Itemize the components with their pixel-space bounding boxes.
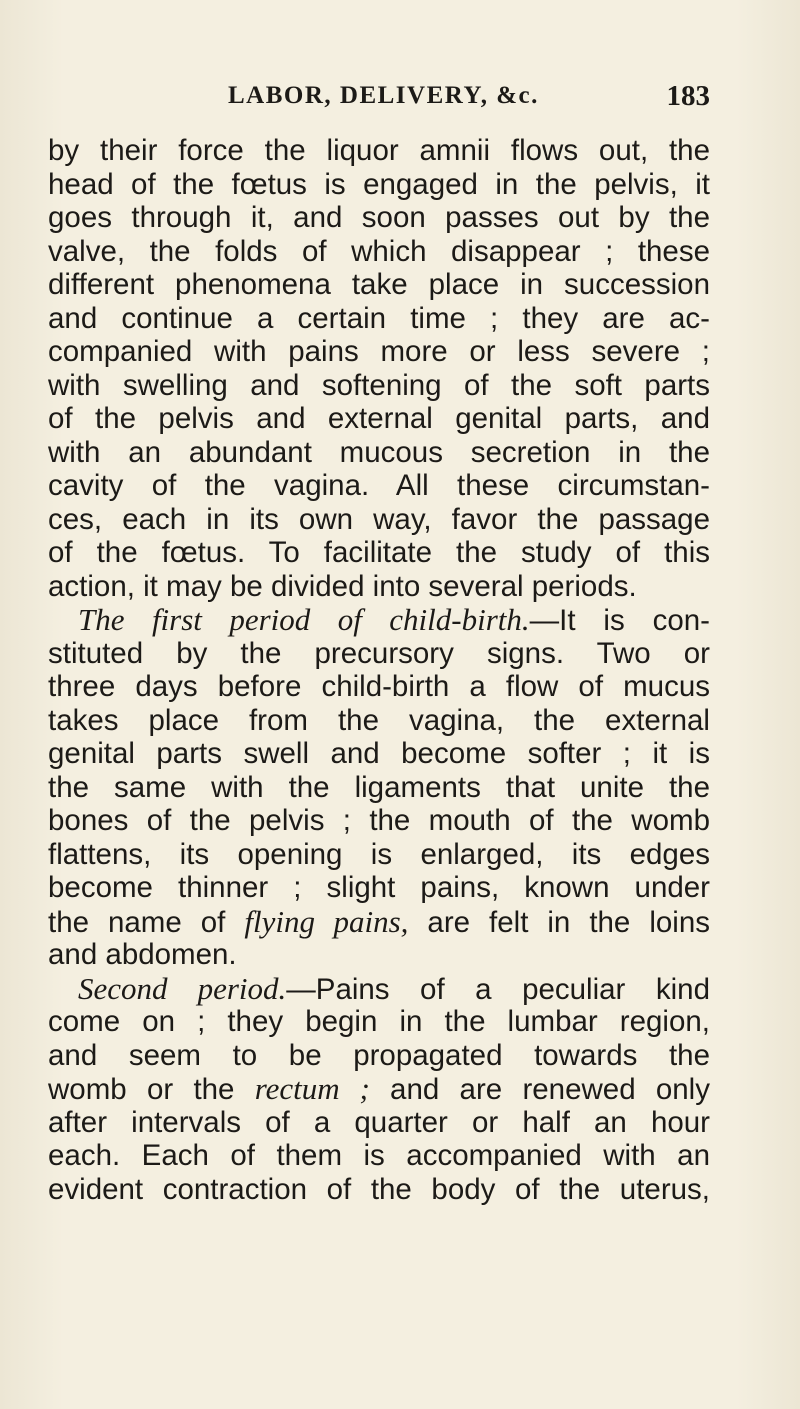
italic-phrase: Second period. xyxy=(78,970,287,1006)
text-line xyxy=(48,503,710,537)
line-text: and abdomen. xyxy=(48,938,237,971)
line-text: by their force the liquor amnii flows out, the xyxy=(48,134,710,167)
line-text: become thinner ; slight pains, known under xyxy=(48,871,710,904)
text-line xyxy=(48,704,710,738)
text-line xyxy=(48,637,710,671)
text-line xyxy=(48,871,710,905)
italic-phrase: flying pains, xyxy=(244,903,409,939)
text-line xyxy=(48,235,710,269)
text-line xyxy=(48,905,710,939)
line-text: three days before child-birth a flow of mucus xyxy=(48,670,710,703)
text-line xyxy=(48,335,710,369)
line-text: each. Each of them is accompanied with an xyxy=(48,1139,710,1172)
text-line xyxy=(48,302,710,336)
text-line xyxy=(48,737,710,771)
text-line xyxy=(48,469,710,503)
running-title: LABOR, DELIVERY, &c. xyxy=(228,82,539,109)
line-text: head of the fœtus is engaged in the pelvis, it xyxy=(48,167,710,201)
text-line xyxy=(48,771,710,805)
line-text: come on ; they begin in the lumbar region, xyxy=(48,1005,710,1038)
italic-phrase: rectum ; xyxy=(254,1071,370,1106)
text-line xyxy=(48,1139,710,1173)
line-text: action, it may be divided into several periods. xyxy=(48,569,637,603)
line-text: the name of xyxy=(48,905,245,939)
line-text: and are renewed only xyxy=(369,1073,710,1106)
line-text: with swelling and softening of the soft parts xyxy=(48,368,710,402)
text-line xyxy=(48,134,710,168)
text-line xyxy=(48,1072,710,1106)
italic-phrase: The first period of child-birth. xyxy=(78,602,530,637)
line-text: valve, the folds of which disappear ; these xyxy=(48,234,710,268)
line-text: ces, each in its own way, favor the passage xyxy=(48,502,710,536)
line-text: genital parts swell and become softer ; it is xyxy=(48,737,710,770)
line-text: different phenomena take place in succession xyxy=(48,268,710,301)
text-line xyxy=(48,670,710,704)
line-text: after intervals of a quarter or half an hour xyxy=(48,1105,710,1139)
text-line xyxy=(48,201,710,235)
text-line xyxy=(48,972,710,1006)
page-number: 183 xyxy=(666,80,710,112)
text-line xyxy=(48,369,710,403)
line-text: takes place from the vagina, the external xyxy=(48,703,710,737)
text-line xyxy=(48,436,710,470)
line-text: evident contraction of the body of the uterus, xyxy=(48,1172,710,1206)
text-line xyxy=(48,1173,710,1207)
line-text: stituted by the precursory signs. Two or xyxy=(48,636,710,670)
line-text: and seem to be propagated towards the xyxy=(48,1038,710,1072)
line-text: cavity of the vagina. All these circumstan- xyxy=(48,469,710,502)
line-text: and continue a certain time ; they are ac- xyxy=(48,301,710,335)
line-text: goes through it, and soon passes out by the xyxy=(48,201,710,234)
text-line xyxy=(48,938,710,972)
text-line xyxy=(48,536,710,570)
text-line xyxy=(48,804,710,838)
line-text: bones of the pelvis ; the mouth of the womb xyxy=(48,804,710,837)
text-line xyxy=(48,402,710,436)
line-text: companied with pains more or less severe ; xyxy=(48,335,710,368)
line-text: the same with the ligaments that unite the xyxy=(48,770,710,804)
body-text xyxy=(48,134,710,1206)
text-line xyxy=(48,603,710,637)
text-line xyxy=(48,838,710,872)
text-line xyxy=(48,1106,710,1140)
line-text: with an abundant mucous secretion in the xyxy=(48,435,710,469)
text-line xyxy=(48,168,710,202)
text-line xyxy=(48,1005,710,1039)
text-line xyxy=(48,1039,710,1073)
running-head xyxy=(200,82,710,122)
line-text: flattens, its opening is enlarged, its edges xyxy=(48,837,710,871)
line-text: of the fœtus. To facilitate the study of this xyxy=(48,536,710,569)
line-text: womb or the xyxy=(48,1073,255,1106)
text-line xyxy=(48,570,710,604)
line-text: —It is con- xyxy=(529,604,710,637)
line-text: of the pelvis and external genital parts, and xyxy=(48,402,710,435)
text-line xyxy=(48,268,710,302)
line-text: are felt in the loins xyxy=(408,905,710,939)
line-text: —Pains of a peculiar kind xyxy=(286,972,710,1006)
